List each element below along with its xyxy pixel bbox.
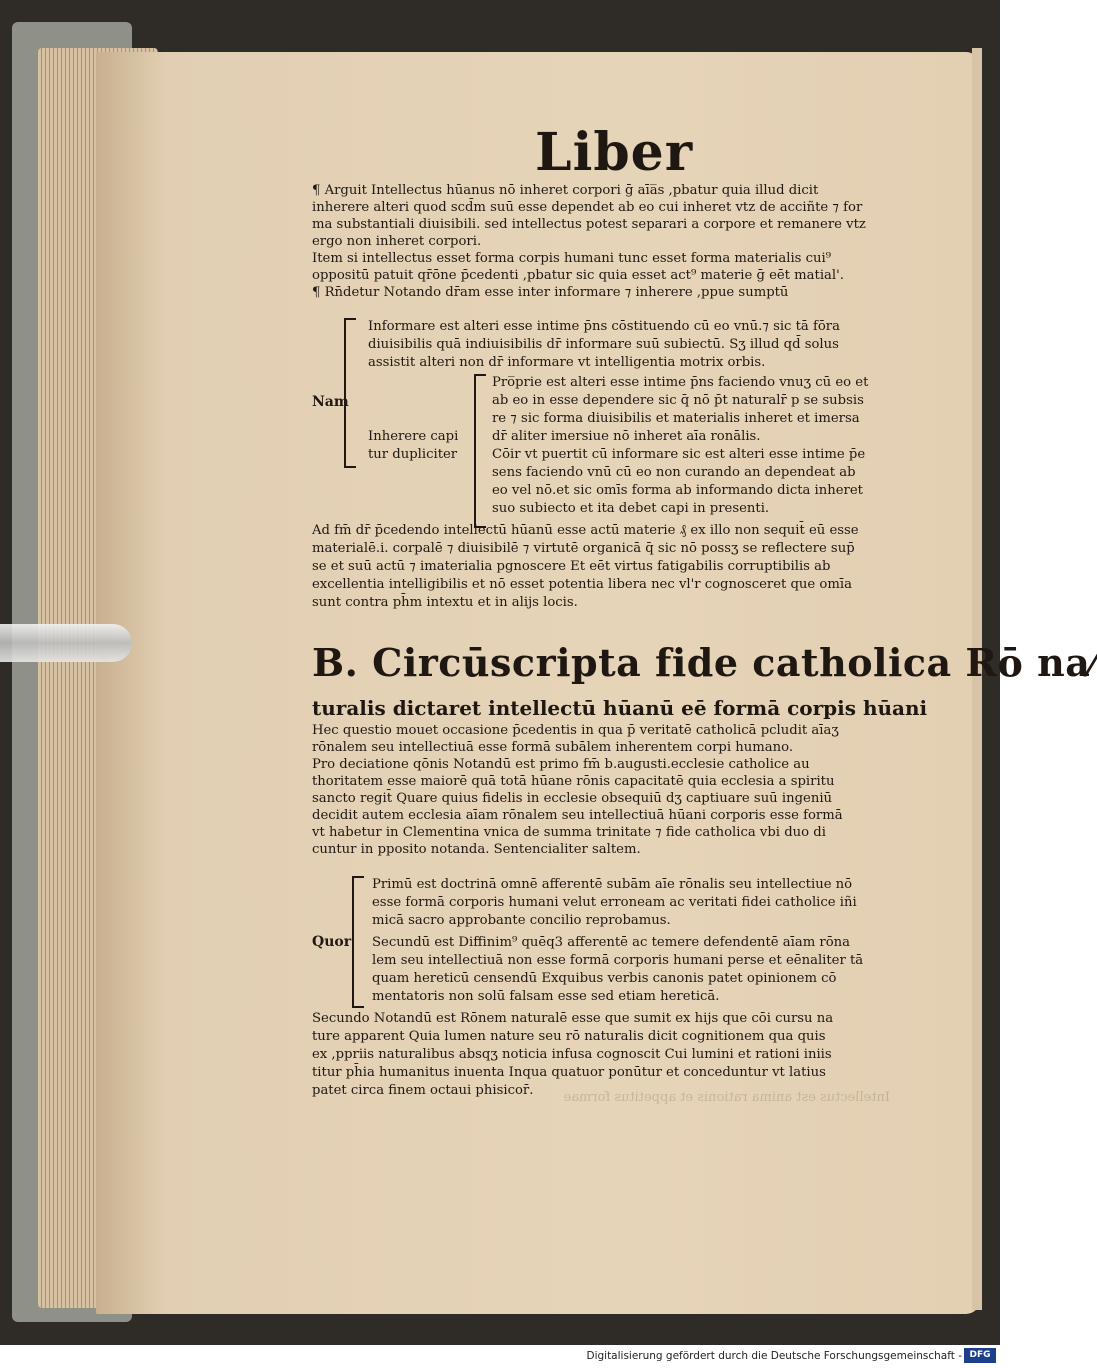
text-line: dr̄ aliter imersiue nō inheret aīa ronālis. <box>492 429 761 444</box>
section-heading: B. Circūscripta fide catholica Rō na⁄ <box>312 640 1097 685</box>
text-line: titur ph̄ia humanitus inuenta Inqua quatuor ponūtur et conceduntur vt latius <box>312 1065 826 1080</box>
section-heading-continued: turalis dictaret intellectū hūanū eē formā corpis hūani <box>312 696 928 720</box>
text-line: ¶ Rn̄detur Notando dr̄am esse inter informare ⁊ inherere ,ppue sumptū <box>312 285 789 300</box>
text-line: lem seu intellectiuā non esse formā corporis humani perse et eēnaliter tā <box>372 953 864 968</box>
text-line: re ⁊ sic forma diuisibilis et materialis inheret et imersa <box>492 411 860 426</box>
text-block-2 <box>312 722 927 858</box>
text-line: ma substantiali diuisibili. sed intellectus potest separari a corpore et remanere vtz <box>312 217 866 232</box>
text-line: suo subiecto et ita debet capi in presenti. <box>492 501 770 516</box>
dfg-logo: DFG <box>964 1348 996 1363</box>
text-line: Cōir vt puertit cū informare sic est alteri esse intime p̄e <box>492 447 866 462</box>
text-line: materialē.i. corpalē ⁊ diuisibilē ⁊ virtutē organicā q̄ sic nō possʒ se reflectere sup̄ <box>312 541 855 556</box>
text-line: decidit autem ecclesia aīam rōnalem seu intellectiuā hūani corporis esse formā <box>312 808 843 823</box>
text-line: Secundo Notandū est Rōnem naturalē esse que sumit ex hijs que cōi cursu na <box>312 1011 834 1026</box>
text-line: thoritatem esse maiorē quā totā hūane rōnis capacitatē quia ecclesia a spiritu <box>312 774 835 789</box>
text-line: esse formā corporis humani velut erroneam ac veritati fidei catholice iñi <box>372 895 857 910</box>
text-line: Secundū est Diffinim⁹ quēq3 afferentē ac temere defendentē aīam rōna <box>372 935 851 950</box>
text-line: patet circa finem octaui phisicor̄. <box>312 1083 534 1098</box>
footer-credit: Digitalisierung gefördert durch die Deutsche Forschungsgemeinschaft - <box>586 1350 962 1362</box>
quor-label: Quor <box>312 934 352 950</box>
text-block-1 <box>312 182 927 301</box>
text-line: mentatoris non solū falsam esse sed etiam hereticā. <box>372 989 720 1004</box>
text-line: assistit alteri non dr̄ informare vt intelligentia motrix orbis. <box>368 355 766 370</box>
bleed-through-text: Intellectus est anima rationis et appetitus formae <box>563 1090 890 1105</box>
inherere-label: Inherere capi <box>368 429 459 444</box>
text-line: micā sacro approbante concilio reprobamus. <box>372 913 671 928</box>
text-line: Primū est doctrinā omnē afferentē subām aīe rōnalis seu intellectiue nō <box>372 877 853 892</box>
text-line: Pro deciatione qōnis Notandū est primo fm̄ b.augusti.ecclesie catholice au <box>312 757 810 772</box>
bracket-inherere <box>474 374 486 528</box>
text-line: ab eo in esse dependere sic q̄ nō p̄t naturalr̄ p se subsis <box>492 393 864 408</box>
text-line: Pro̅prie est alteri esse intime p̄ns faciendo vnuʒ cū eo et <box>492 375 869 390</box>
text-line: Item si intellectus esset forma corpis humani tunc esset forma materialis cui⁹ <box>312 251 832 266</box>
text-line: excellentia intelligibilis et nō esset potentia libera nec vl'r cognosceret que omīa <box>312 577 852 592</box>
page-clip <box>0 624 132 662</box>
bracket-quor <box>352 876 364 1008</box>
nam-label: Nam <box>312 394 349 410</box>
text-line: sunt contra ph̄m intextu et in alijs locis. <box>312 595 578 610</box>
text-line: oppositū patuit qr̄ōne p̄cedenti ,pbatur sic quia esset act⁹ materie ḡ eēt matial'. <box>312 268 844 283</box>
text-line: cuntur in pposito notanda. Sentencialiter saltem. <box>312 842 641 857</box>
text-line: sancto regit̄ Quare quius fidelis in ecclesie obsequiū dʒ captiuare suū ingeniū <box>312 791 833 806</box>
text-line: ex ,ppriis naturalibus absqʒ noticia infusa cognoscit Cui lumini et rationi iniis <box>312 1047 832 1062</box>
text-line: sens faciendo vnū cū eo non curando an dependeat ab <box>492 465 856 480</box>
text-line: ture apparent Quia lumen nature seu rō naturalis dicit cognitionem qua quis <box>312 1029 826 1044</box>
running-head: Liber <box>535 122 694 183</box>
inherere-label: tur dupliciter <box>368 447 458 462</box>
text-line: vt habetur in Clementina vnica de summa trinitate ⁊ fide catholica vbi duo di <box>312 825 826 840</box>
text-line: ergo non inheret corpori. <box>312 234 482 249</box>
text-line: eo vel nō.et sic omīs forma ab informando dicta inheret <box>492 483 863 498</box>
text-line: inherere alteri quod scd̄m suū esse dependet ab eo cui inheret vtz de acciñte ⁊ for <box>312 200 863 215</box>
bracket-nam <box>344 318 356 468</box>
text-line: Ad fm̄ dr̄ p̄cedendo intellectū hūanū esse actū materie ₰ ex illo non sequit̄ eū esse <box>312 523 859 538</box>
text-line: diuisibilis quā indiuisibilis dr̄ informare suū subiectū. Sʒ illud qd̄ solus <box>368 337 839 352</box>
text-line: rōnalem seu intellectiuā esse formā subālem inherentem corpi humano. <box>312 740 794 755</box>
text-line: ¶ Arguit Intellectus hūanus nō inheret corpori ḡ aīa̅s ,pbatur quia illud dicit <box>312 183 819 198</box>
text-line: Informare est alteri esse intime p̄ns cōstituendo cū eo vnū.⁊ sic tā fōra <box>368 319 840 334</box>
text-line: quam hereticū censendū Exquibus verbis canonis patet opinionem cō <box>372 971 837 986</box>
text-line: se et suū actū ⁊ imaterialia pgnoscere Et eēt virtus fatigabilis corruptibilis ab <box>312 559 831 574</box>
text-line: Hec questio mouet occasione p̄cedentis in qua p̄ veritatē catholicā pcludit aīaʒ <box>312 723 839 738</box>
